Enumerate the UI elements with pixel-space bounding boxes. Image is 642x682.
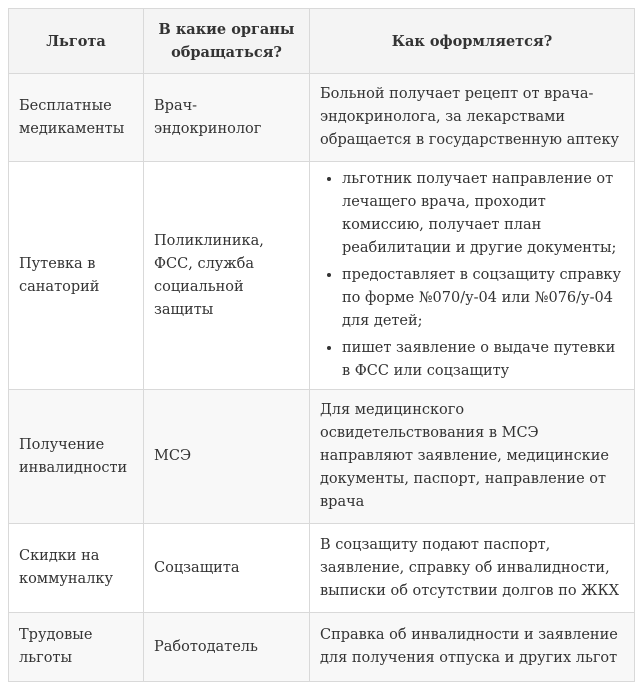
header-benefit: Льгота xyxy=(9,9,144,74)
benefits-table-container xyxy=(8,8,634,682)
procedure-cell: В соцзащиту подают паспорт, заявление, справку об инвалидности, выписки об отсутствии долгов по ЖКХ xyxy=(310,524,635,613)
table-row xyxy=(9,524,635,613)
header-authority: В какие органы обращаться? xyxy=(144,9,310,74)
authority-cell: Поликлиника, ФСС, служба социальной защиты xyxy=(144,162,310,390)
authority-cell: МСЭ xyxy=(144,390,310,524)
table-header-row xyxy=(9,9,635,74)
benefits-table xyxy=(8,8,635,682)
benefit-cell: Бесплатные медикаменты xyxy=(9,74,144,162)
procedure-cell: Больной получает рецепт от врача-эндокринолога, за лекарствами обращается в государственную аптеку xyxy=(310,74,635,162)
procedure-list-item: • предоставляет в соцзащиту справку по форме №070/у-04 или №076/у-04 для детей; xyxy=(342,264,624,333)
benefit-cell: Скидки на коммуналку xyxy=(9,524,144,613)
procedure-list-item: • пишет заявление о выдаче путевки в ФСС или соцзащиту xyxy=(342,337,624,383)
authority-cell: Врач-эндокринолог xyxy=(144,74,310,162)
table-row xyxy=(9,162,635,390)
procedure-list xyxy=(320,168,624,383)
table-row xyxy=(9,74,635,162)
benefit-cell: Путевка в санаторий xyxy=(9,162,144,390)
header-procedure: Как оформляется? xyxy=(310,9,635,74)
benefit-cell: Получение инвалидности xyxy=(9,390,144,524)
procedure-cell: Для медицинского освидетельствования в МСЭ направляют заявление, медицинские документы, паспорт, направление от врача xyxy=(310,390,635,524)
procedure-list-item: • льготник получает направление от лечащего врача, проходит комиссию, получает план реабилитации и другие документы; xyxy=(342,168,624,260)
benefit-cell: Трудовые льготы xyxy=(9,613,144,682)
procedure-cell: Справка об инвалидности и заявление для получения отпуска и других льгот xyxy=(310,613,635,682)
authority-cell: Работодатель xyxy=(144,613,310,682)
table-row xyxy=(9,390,635,524)
authority-cell: Соцзащита xyxy=(144,524,310,613)
table-row xyxy=(9,613,635,682)
procedure-cell xyxy=(310,162,635,390)
